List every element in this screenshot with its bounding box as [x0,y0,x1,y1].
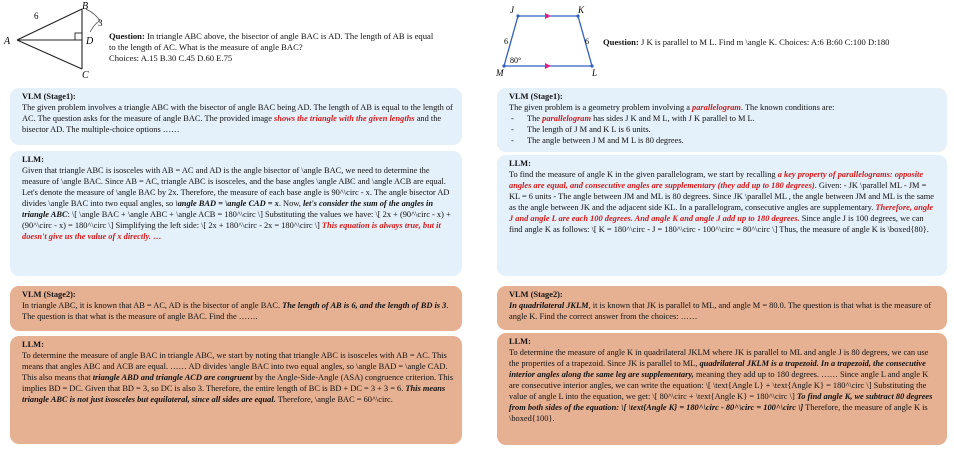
llm-text: Therefore, \angle BAC = 60^\circ. [275,395,393,404]
label-L: L [592,68,598,78]
right-question [603,37,953,48]
left-llm-stage1 [10,151,462,276]
llm-text: : \[ \angle BAC + \angle ABC + \angle ACB = 180^\circ \] Substituting the values we have: \[ 2x + (90^\circ - x) + (90^\circ - x) = 180^\circ \] Simplifying the left side: \[ 2x + 180^\circ - 2x = 180^\circ \] [22,210,451,230]
llm-highlight: Therefore, angle J and angle L are each 100 degrees. And angle K and angle J add up to 180 degrees. [509,203,934,223]
label-angle: 80° [510,56,522,65]
llm-text: . Given: - JK \parallel ML - JM = KL = 6 units - The angle between JM and ML is 80 degrees. Since JK \parallel ML , the angle between JM and ML is the same as the angle between JK and the adjacent side KL. In a parallelogram, consecutive angles are supplementary. [509,181,934,212]
vlm-text: . The question is that what is the measure of angle BAC. Find the ……. [22,301,449,321]
llm-bold: triangle ABD and triangle ACD are congruent [92,373,253,382]
llm-bold: \angle BAD = \angle CAD = x [175,199,279,208]
llm-text: To find the measure of angle K in the given parallelogram, we start by recalling [509,170,778,179]
question-label: Question: [109,31,145,41]
right-llm-stage1 [497,155,947,276]
llm-text: by the Angle-Side-Angle (ASA) congruence criterion. This implies BD = DC. Given that BD = 3, so DC is also 3. Therefore, the entire length of BC is BD + DC = 3 + 3 = 6. [22,373,453,393]
llm-text: meaning they add up to 180 degrees. …… Since angle L and angle K are consecutive interior angles, we can write the equation: \[ \text{Angle L} + \text{Angle K} = 180^\circ \] Substituting the value of angle L into the equation, we get: \[ 80^\circ + \text{Angle K} = 180^\circ \] [509,370,929,401]
vlm-text: , it is known that JK is parallel to ML, and angle M = 80.0. The question is that what is the measure of angle K. Find the correct answer from the choices: …… [509,301,932,321]
right-vlm-stage2 [497,286,947,330]
vlm-text: . The known conditions are: [740,103,835,112]
right-llm-stage2 [497,333,947,445]
label-M: M [496,68,504,78]
label-D: D [86,36,94,47]
question-text: In triangle ABC above, the bisector of angle BAC is AD. The length of AB is equal to the length of AC. What is the measure of angle BAC? [109,31,434,53]
llm-text: Therefore, the measure of angle K is \boxed{100}. [509,403,928,423]
right-vlm-stage1 [497,88,947,152]
llm-text: . Now, [278,199,303,208]
vlm-highlight: parallelogram [692,103,741,112]
llm-bold: This means triangle ABC is not just isosceles but equilateral, since all sides are equal. [22,384,446,404]
list-item: - The length of J M and K L is 6 units. [509,124,939,135]
llm-text: Since angle J is 100 degrees, we can find angle K as follows: \[ K = 180^\circ - J = 180^\circ - 100^\circ = 80^\circ \] Thus, the measure of angle K is \boxed{80}. [509,214,929,234]
llm-bold: let's consider the sum of the angles in triangle ABC [22,199,434,219]
list-item: - The angle between J M and M L is 80 degrees. [509,135,939,146]
vlm-stage1-header: VLM (Stage1): [22,92,76,101]
trapezoid-figure [492,2,602,82]
llm-bold: quadrilateral JKLM is a trapezoid. In a trapezoid, the consecutive interior angles along the same leg are supplementary, [509,359,926,379]
vlm-text: The given problem involves a triangle ABC with the bisector of angle BAC being AD. The length of AB is equal to the length of AC. The question asks for the measure of angle BAC. The provided image [22,103,453,123]
triangle-figure [0,0,103,82]
question-text: J K is parallel to M L. Find m \angle K. Choices: A:6 B:60 C:100 D:180 [638,37,890,47]
left-vlm-stage2 [10,286,462,331]
llm-header: LLM: [509,159,531,168]
left-llm-stage2 [10,336,462,444]
label-three: 3 [98,18,103,28]
question-label: Question: [603,37,639,47]
question-choices: Choices: A.15 B.30 C.45 D.60 E.75 [109,53,233,64]
vlm-bold: The length of AB is 6, and the length of BD is 3 [282,301,447,310]
vlm-bold: In quadrilateral JKLM [509,301,589,310]
llm-highlight: a key property of parallelograms: opposite angles are equal, and consecutive angles are supplementary (they add up to 180 degrees) [509,170,924,190]
llm-bold: To find angle K, we subtract 80 degrees from both sides of the equation: \[ \text{Angle K} = 180^\circ - 80^\circ = 100^\circ \] [509,392,933,412]
vlm-text: The given problem is a geometry problem involving a [509,103,693,112]
label-B: B [82,1,89,12]
vlm-stage1-header: VLM (Stage1): [509,92,563,101]
left-question [109,31,439,65]
vlm-highlight: shows the triangle with the given lengths [274,114,415,123]
vlm-text: and the bisector AD. The multiple-choice options …… [22,114,442,134]
llm-highlight: This equation is always true, but it doesn't give us the value of x directly. … [22,221,441,241]
label-C: C [82,70,89,81]
label-J: J [510,5,514,15]
llm-text: To determine the measure of angle BAC in triangle ABC, we start by noting that triangle ABC is isosceles with AB = AC. This means that angles ABC and ACB are equal. …… AD divides \angle BAC into two equal angles, so \angle BAD = \angle CAD. This also means that [22,351,448,382]
conditions-list [509,113,939,146]
llm-header: LLM: [22,340,44,349]
list-item: - The parallelogram has sides J K and M L, with J K parallel to M L. [509,113,939,124]
label-six: 6 [34,11,39,21]
vlm-stage2-header: VLM (Stage2): [22,290,76,299]
llm-text: To determine the measure of angle K in quadrilateral JKLM where JK is parallel to ML and angle J is 80 degrees, we can use the properties of a trapezoid. Since JK is parallel to ML, [509,348,929,368]
label-six-right: 6 [585,37,589,46]
label-six-left: 6 [504,37,508,46]
llm-header: LLM: [22,155,44,164]
llm-text: Given that triangle ABC is isosceles with AB = AC and AD is the angle bisector of \angle BAC, we need to determine the measure of \angle BAC. Since AB = AC, triangle ABC is isosceles, and the base angles \angle ABC and \angle ACB are equal. Let's denote the measure of \angle BAC by 2x. Therefore, the measure of each base angle is 90^\circ - x. The angle bisector AD divides \angle BAC into two equal angles, so [22,166,450,208]
llm-header: LLM: [509,337,531,346]
vlm-stage2-header: VLM (Stage2): [509,290,563,299]
left-vlm-stage1 [10,88,462,145]
label-A: A [4,36,11,47]
label-K: K [578,5,585,15]
vlm-text: In triangle ABC, it is known that AB = AC, AD is the bisector of angle BAC. [22,301,283,310]
